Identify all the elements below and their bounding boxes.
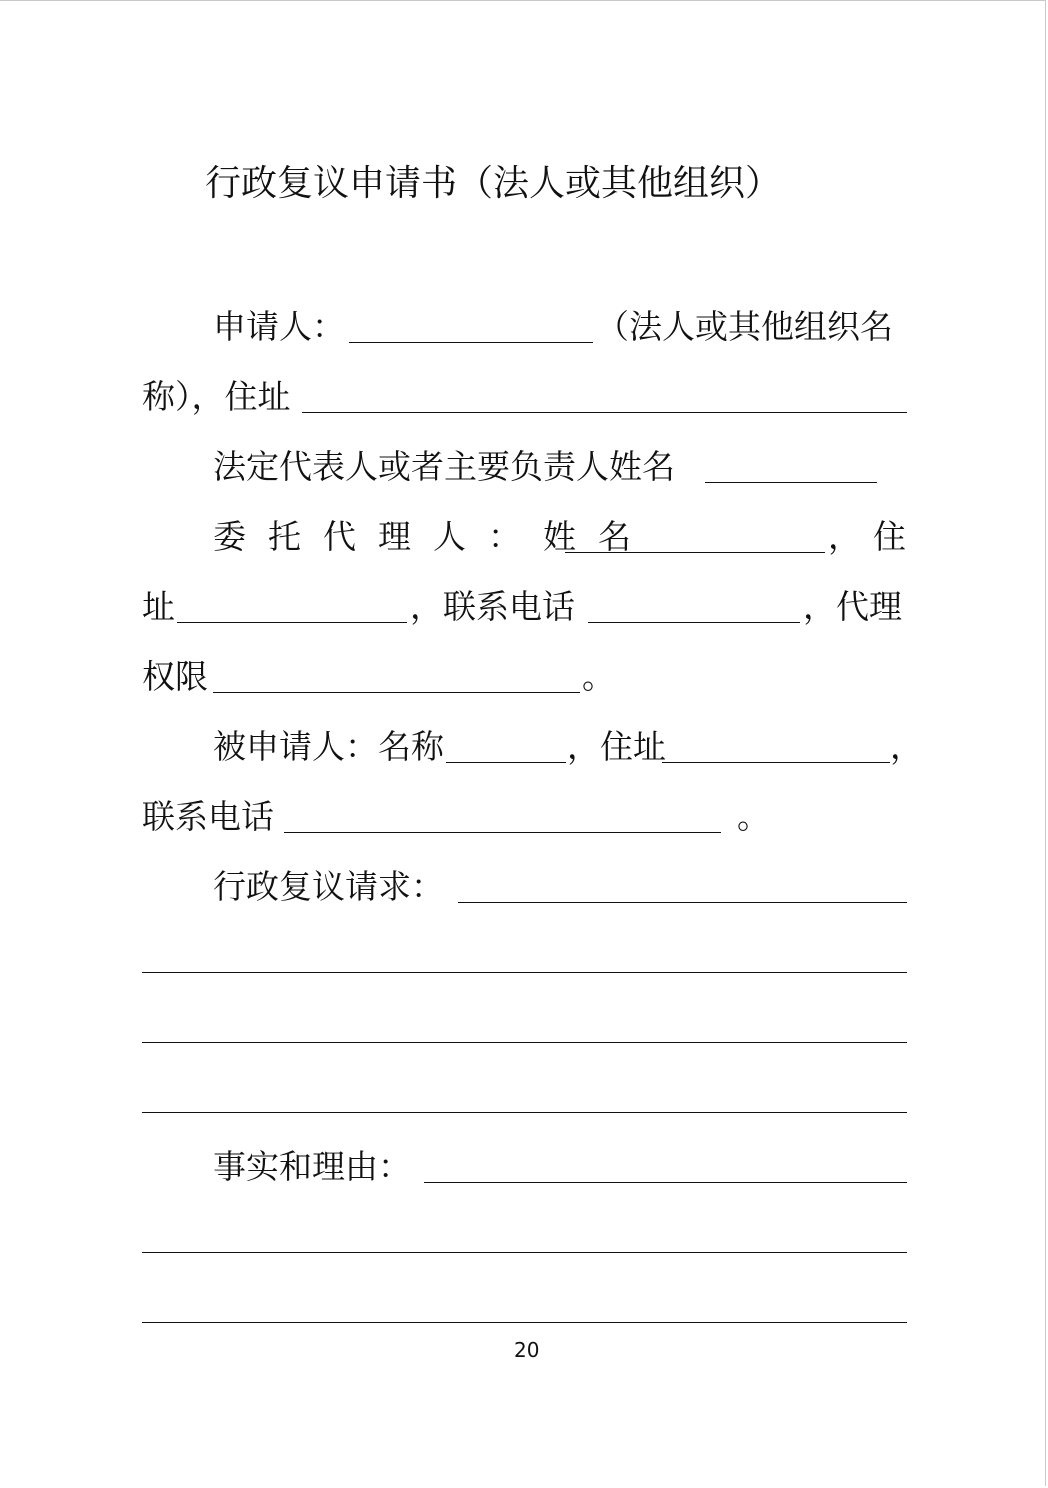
agent-period: 。 [582,657,615,696]
respondent-phone-label: 联系电话 [142,797,274,836]
agent-authority-label-a: ，代理 [803,587,902,626]
applicant-address-field[interactable] [302,412,907,413]
applicant-name-field[interactable] [349,342,593,343]
request-field-line-2[interactable] [142,972,907,973]
respondent-comma: ， [890,727,923,766]
respondent-address-label: ，住址 [567,727,666,766]
agent-phone-field[interactable] [588,622,800,623]
agent-authority-field[interactable] [213,692,580,693]
request-field-line-1[interactable] [458,902,907,903]
agent-authority-label-b: 权限 [142,657,208,696]
respondent-phone-field[interactable] [284,832,721,833]
legal-rep-label: 法定代表人或者主要负责人姓名 [213,447,675,486]
respondent-name-field[interactable] [446,762,566,763]
agent-name-field[interactable] [565,552,825,553]
applicant-label: 申请人： [213,307,345,346]
facts-field-line-3[interactable] [142,1322,907,1323]
legal-rep-name-field[interactable] [705,482,877,483]
applicant-name-cont: 称），住址 [142,377,291,416]
document-title: 行政复议申请书（法人或其他组织） [205,163,782,204]
agent-address-field[interactable] [177,622,407,623]
respondent-address-field[interactable] [662,762,890,763]
request-label: 行政复议请求： [213,867,444,906]
agent-phone-label: ，联系电话 [410,587,575,626]
respondent-period: 。 [737,797,770,836]
agent-address-label-b: 址 [142,587,175,626]
request-field-line-4[interactable] [142,1112,907,1113]
page-number: 20 [514,1338,540,1362]
agent-comma: ， [828,517,861,556]
facts-label: 事实和理由： [213,1147,411,1186]
agent-label: 委托代理人：姓名 [213,517,653,556]
facts-field-line-1[interactable] [424,1182,907,1183]
facts-field-line-2[interactable] [142,1252,907,1253]
applicant-suffix: （法人或其他组织名 [596,307,893,346]
respondent-label: 被申请人：名称 [213,727,444,766]
request-field-line-3[interactable] [142,1042,907,1043]
agent-address-label-a: 住 [873,517,906,556]
